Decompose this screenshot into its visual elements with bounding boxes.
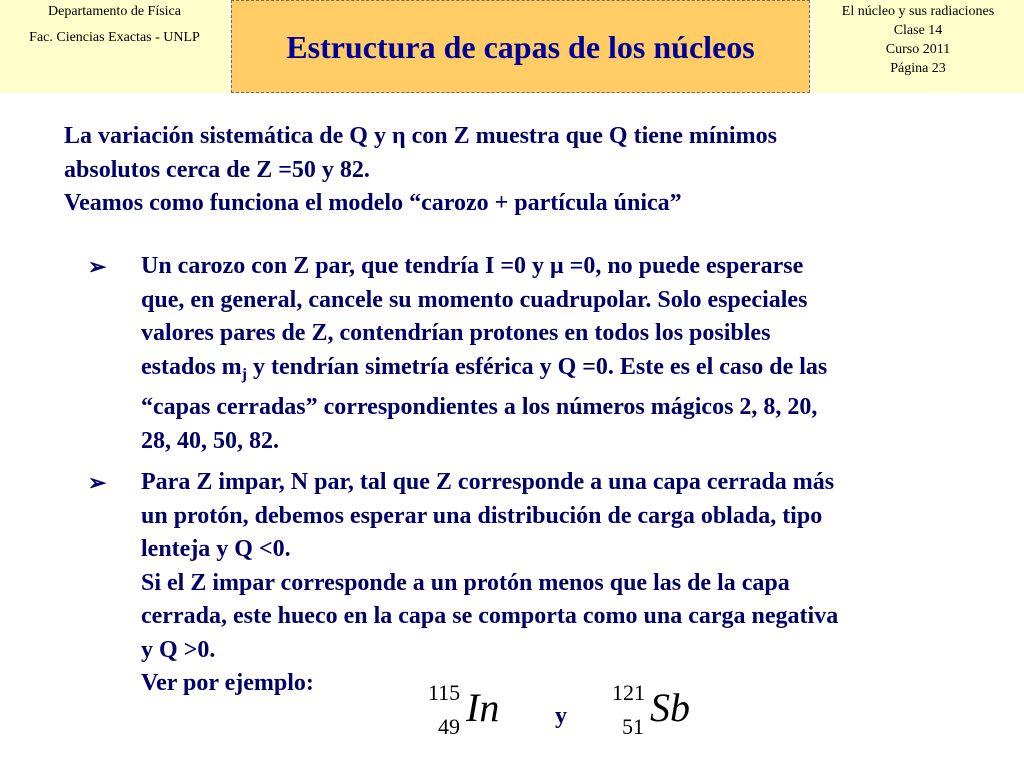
nuclide-antimony (612, 680, 712, 750)
bullet1-line-4b: y tendrían simetría esférica y Q =0. Este es el caso de las (247, 353, 828, 380)
antimony-symbol: Sb (650, 685, 690, 730)
bullet1-line-5: “capas cerradas” correspondientes a los números mágicos 2, 8, 20, (141, 394, 818, 420)
bullet2-line-3: lenteja y Q <0. (141, 536, 291, 562)
slide-title: Estructura de capas de los núcleos (286, 29, 755, 65)
bullet2-line-1: Para Z impar, N par, tal que Z corresponde a una capa cerrada más (141, 469, 835, 495)
indium-symbol: In (466, 685, 500, 730)
mj-subscript: j (241, 365, 247, 383)
intro-line-2: absolutos cerca de Z =50 y 82. (64, 156, 370, 183)
bullet2-line-7: Ver por ejemplo: (141, 670, 314, 696)
bullet2-line-2: un protón, debemos esperar una distribución de carga oblada, tipo (141, 502, 823, 529)
antimony-atomic-number: 51 (622, 714, 644, 739)
intro-paragraph (64, 120, 984, 221)
course-year: Curso 2011 (885, 42, 951, 57)
bullet1-line-1: Un carozo con Z par, que tendría I =0 y μ =0, no puede esperarse (141, 253, 804, 279)
bullet1-line-2: que, en general, cancele su momento cuadrupolar. Solo especiales (141, 286, 808, 313)
bullet1-line-4a: estados m (141, 353, 242, 380)
class-number: Clase 14 (893, 23, 943, 38)
header-right-box (812, 0, 1024, 93)
bullet1-line-3: valores pares de Z, contendrían protones en todos los posibles (141, 320, 771, 346)
course-name: El núcleo y sus radiaciones (841, 4, 995, 19)
faculty-label: Fac. Ciencias Exactas - UNLP (29, 30, 200, 45)
arrow-bullet-icon: ➢ (88, 254, 107, 279)
bullet-item-2 (88, 466, 988, 701)
department-label: Departamento de Física (48, 4, 181, 19)
arrow-bullet-icon: ➢ (88, 470, 107, 495)
header-left-box (0, 0, 229, 93)
bullet1-line-4 (141, 351, 988, 392)
antimony-mass-number: 121 (612, 680, 645, 705)
indium-mass-number: 115 (428, 680, 461, 705)
bullet2-line-4: Si el Z impar corresponde a un protón menos que las de la capa (141, 569, 790, 596)
nuclide-indium (428, 680, 528, 750)
bullet1-line-6: 28, 40, 50, 82. (141, 427, 279, 454)
bullet2-line-5: cerrada, este hueco en la capa se comporta como una carga negativa (141, 603, 839, 629)
conjunction-y: y (555, 703, 567, 729)
title-box (231, 0, 810, 93)
bullet2-line-6: y Q >0. (141, 636, 216, 663)
intro-line-1: La variación sistemática de Q y η con Z muestra que Q tiene mínimos (64, 123, 777, 149)
page-number: Página 23 (890, 61, 946, 76)
bullet-item-1 (88, 250, 988, 458)
indium-atomic-number: 49 (438, 714, 460, 739)
intro-line-3: Veamos como funciona el modelo “carozo + partícula única” (64, 190, 682, 216)
